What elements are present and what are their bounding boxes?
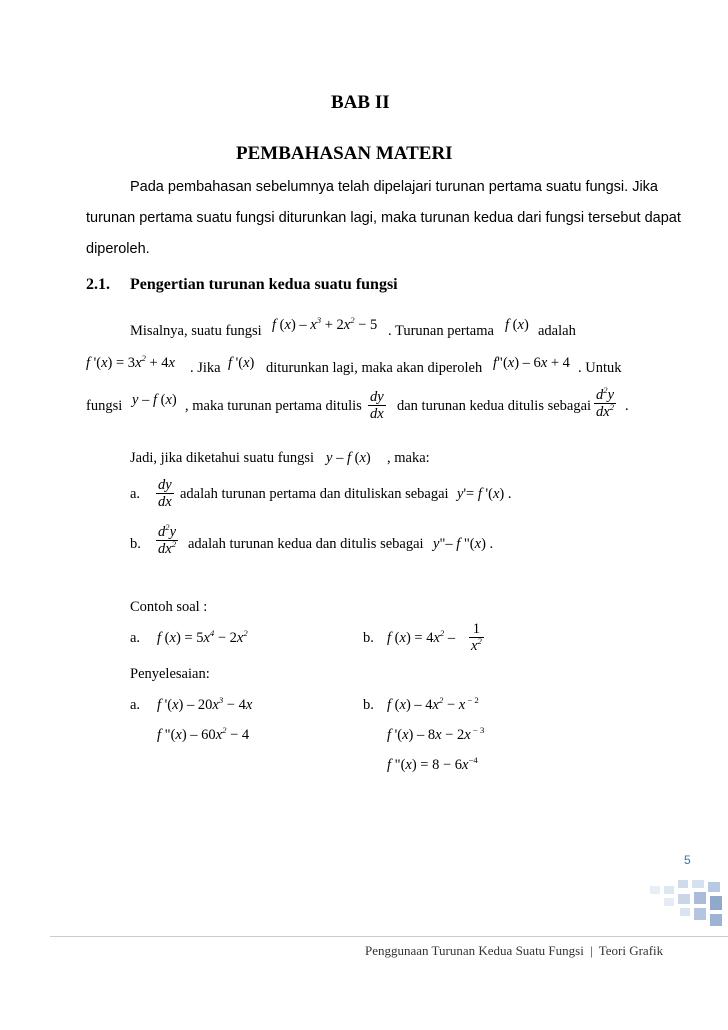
para2-b-label: b. <box>130 536 141 552</box>
para1-text-6: . Untuk <box>578 360 622 376</box>
para1-text-4: . Jika <box>190 360 221 376</box>
formula-f-prime-x: f '(x) <box>228 355 255 371</box>
formula-y-fx-2: y – f (x) <box>326 450 371 466</box>
formula-f-prime: f '$(x) = 3x^2 + 4x$ <box>86 353 175 371</box>
section-number: 2.1. <box>86 276 110 293</box>
para2-a-text: adalah turunan pertama dan dituliskan sebagai <box>180 486 449 502</box>
section-heading: Pengertian turunan kedua suatu fungsi <box>130 276 398 293</box>
footer-separator: | <box>590 943 593 958</box>
intro-line-3: diperoleh. <box>86 241 150 257</box>
page-number: 5 <box>684 853 691 867</box>
intro-line-2: turunan pertama suatu fungsi diturunkan lagi, maka turunan kedua dari fungsi tersebut dapat <box>86 210 681 226</box>
formula-f-double-prime: f"(x) – 6x + 4 <box>493 355 570 371</box>
para1-text-10: . <box>625 398 629 414</box>
frac-dy-dx-a: $\frac{dy}{dx}$ <box>158 477 172 510</box>
formula-y-prime: y'= f '(x) . <box>457 486 512 502</box>
para1-text-2: . Turunan pertama <box>388 323 494 339</box>
frac-dy-dx: $\frac{dy}{dx}$ <box>370 389 384 422</box>
example-b-formula: f $(x) = 4x^2$ – <box>387 628 456 646</box>
formula-f-def: f $(x) - x^3 + 2x^2 - 5$ <box>272 315 378 333</box>
solution-a-label: a. <box>130 697 141 713</box>
formula-f-x: f (x) <box>505 317 529 333</box>
solution-heading: Penyelesaian: <box>130 666 210 682</box>
para1-text-3: adalah <box>538 323 576 339</box>
solution-b-f: f $(x) - 4x^2 - x$ $^{- 2}$ <box>387 695 479 713</box>
example-heading: Contoh soal : <box>130 599 208 615</box>
chapter-label: BAB II <box>331 92 390 113</box>
frac-d2y-dx2-b: $\frac{d^2y}{dx^2}$ <box>158 522 177 557</box>
example-a-formula: f $(x) = 5x^4 - 2x^2$ <box>157 628 248 646</box>
frac-d2y-dx2: $\frac{d^2y}{dx^2}$ <box>596 385 615 420</box>
formula-y-double-prime: y"– f "(x) . <box>433 536 494 552</box>
para2-b-text: adalah turunan kedua dan ditulis sebagai <box>188 536 424 552</box>
solution-a-second: f "$(x) - 60x^2 - 4$ <box>157 725 250 743</box>
corner-decoration <box>640 878 728 938</box>
solution-b-first: f '(x) – 8x − 2x $^{- 3}$ <box>387 725 485 743</box>
footer-title <box>365 943 663 959</box>
solution-a-first: f '$(x) - 20x^3 - 4x$ <box>157 695 253 713</box>
example-a-label: a. <box>130 630 141 646</box>
footer-divider <box>50 936 728 937</box>
formula-y-fx: y – f (x) <box>132 392 177 408</box>
footer-text: Penggunaan Turunan Kedua Suatu Fungsi <box>365 943 584 958</box>
solution-b-label: b. <box>363 697 374 713</box>
para2-a-label: a. <box>130 486 141 502</box>
intro-line-1: Pada pembahasan sebelumnya telah dipelajari turunan pertama suatu fungsi. Jika <box>130 179 658 195</box>
para2-intro-end: , maka: <box>387 450 430 466</box>
para1-text-7: fungsi <box>86 398 123 414</box>
example-b-fraction: $\frac{1}{x^2}$ <box>471 621 482 654</box>
para1-text-1: Misalnya, suatu fungsi <box>130 323 262 339</box>
solution-b-second: f "$(x) = 8 - 6x^{-4}$ <box>387 755 478 773</box>
para1-text-5: diturunkan lagi, maka akan diperoleh <box>266 360 483 376</box>
footer-section: Teori Grafik <box>598 943 664 958</box>
page-title: PEMBAHASAN MATERI <box>236 143 453 164</box>
para2-intro: Jadi, jika diketahui suatu fungsi <box>130 450 315 466</box>
para1-text-9: dan turunan kedua ditulis sebagai <box>397 398 592 414</box>
example-b-label: b. <box>363 630 374 646</box>
para1-text-8: , maka turunan pertama ditulis <box>185 398 362 414</box>
